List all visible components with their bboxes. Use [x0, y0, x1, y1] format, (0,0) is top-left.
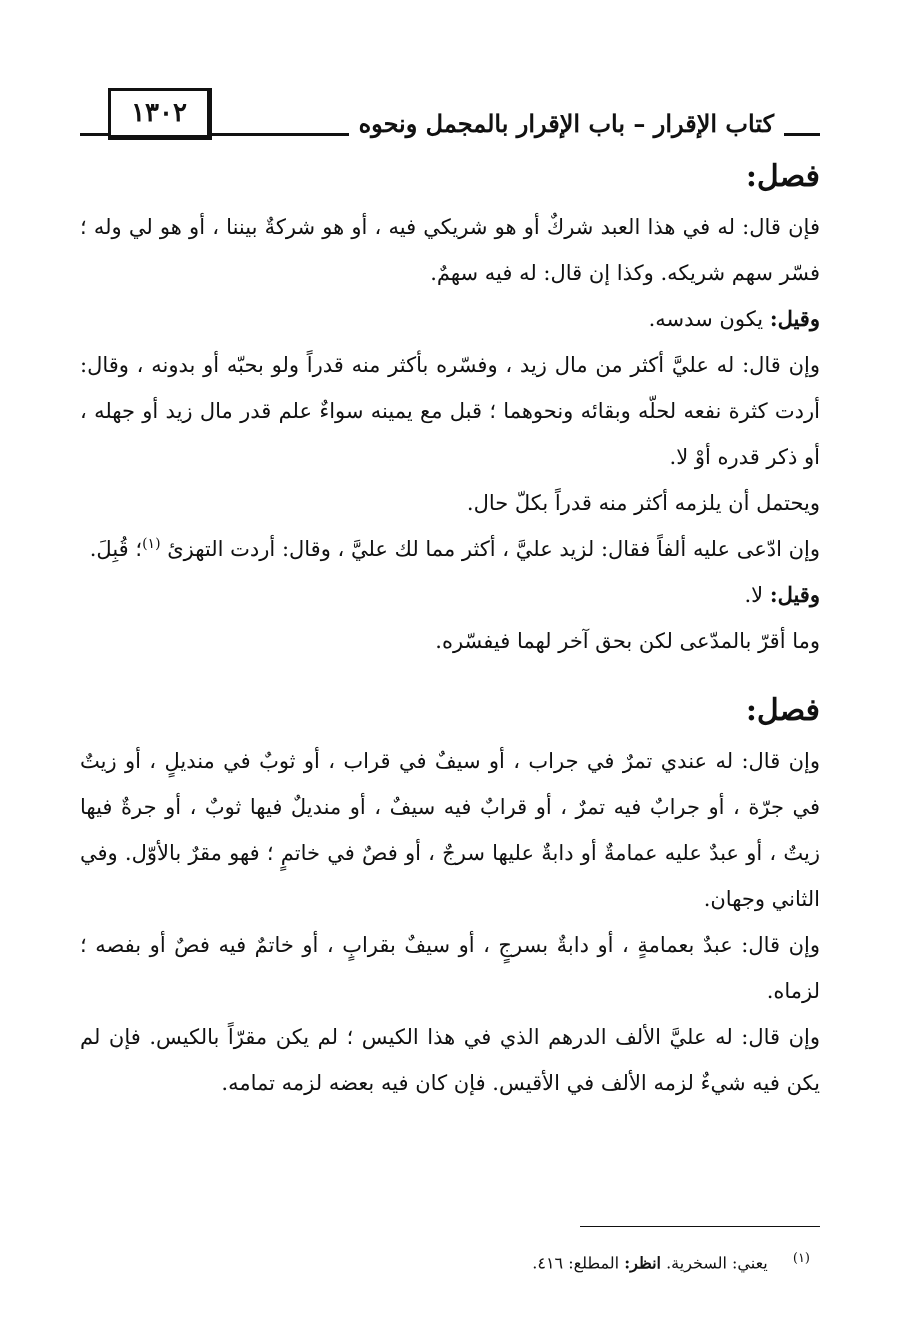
paragraph	[80, 738, 820, 922]
paragraph-lead: وقيل:	[769, 306, 820, 331]
paragraph	[80, 526, 820, 572]
paragraph	[80, 342, 820, 480]
paragraph-text: فإن قال: له في هذا العبد شركٌ أو هو شريكي فيه ، أو هو شركةٌ بيننا ، أو هو لي وله ؛ فسّر سهم شريكه. وكذا إن قال: له فيه سهمٌ.	[80, 215, 820, 285]
paragraph-tail: ؛ قُبِلَ.	[89, 537, 143, 561]
paragraph-text: وإن ادّعى عليه ألفاً فقال: لزيد عليَّ ، أكثر مما لك عليَّ ، وقال: أردت التهزئ	[167, 537, 820, 561]
footnote	[80, 1246, 810, 1276]
footnote-see-label: انظر:	[624, 1253, 661, 1273]
section-heading: فصل:	[745, 159, 820, 194]
paragraph	[80, 296, 820, 342]
paragraph	[80, 1014, 820, 1106]
paragraph-lead: وقيل:	[769, 582, 820, 607]
paragraph-text: لا.	[744, 583, 770, 607]
paragraph	[80, 204, 820, 296]
paragraph-text: وما أقرّ بالمدّعى لكن بحق آخر لهما فيفسّره.	[435, 629, 820, 653]
paragraph-text: وإن قال: له عندي تمرٌ في جراب ، أو سيفٌ في قراب ، أو ثوبٌ في منديلٍ ، أو زيتٌ في جرّة ، أو جرابٌ فيه تمرٌ ، أو قرابٌ فيه سيفٌ ، أو منديلٌ فيها ثوبٌ ، أو جرةٌ فيها زيتٌ ، أو عبدٌ عليه عمامةٌ أو دابةٌ عليها سرجٌ ، أو فصٌ في خاتمٍ ؛ فهو مقرٌ بالأوّل. وفي الثاني وجهان.	[80, 749, 820, 911]
paragraph	[80, 480, 820, 526]
paragraph-text: يكون سدسه.	[648, 307, 770, 331]
page-number-box	[108, 88, 212, 140]
page-header	[80, 86, 820, 146]
footnote-number: (١)	[792, 1251, 810, 1266]
paragraph-text: وإن قال: له عليَّ أكثر من مال زيد ، وفسّره بأكثر منه قدراً ولو بحبّه أو بدونه ، وقال: أردت كثرة نفعه لحلّه وبقائه ونحوهما ؛ قبل مع يمينه سواءٌ علم قدر مال زيد أو جهله ، أو ذكر قدره أوْ لا.	[80, 353, 820, 469]
running-title: كتاب الإقرار – باب الإقرار بالمجمل ونحوه	[349, 108, 784, 140]
paragraph	[80, 572, 820, 618]
footnote-text: يعني: السخرية.	[666, 1253, 768, 1273]
footnote-rule	[580, 1226, 820, 1227]
footnote-source: المطلع: ٤١٦.	[532, 1253, 620, 1273]
section-heading: فصل:	[745, 693, 820, 728]
paragraph-text: ويحتمل أن يلزمه أكثر منه قدراً بكلّ حال.	[466, 491, 820, 515]
paragraph-text: وإن قال: له عليَّ الألف الدرهم الذي في هذا الكيس ؛ لم يكن مقرّاً بالكيس. فإن لم يكن فيه شيءٌ لزمه الألف في الأقيس. فإن كان فيه بعضه لزمه تمامه.	[80, 1025, 820, 1095]
paragraph	[80, 618, 820, 664]
paragraph	[80, 922, 820, 1014]
paragraph-text: وإن قال: عبدٌ بعمامةٍ ، أو دابةٌ بسرجٍ ، أو سيفٌ بقرابٍ ، أو خاتمٌ فيه فصٌ أو بفصه ؛ لزماه.	[80, 933, 820, 1003]
footnote-reference[interactable]: (١)	[142, 536, 161, 552]
document-page	[80, 86, 820, 1296]
page-number: ١٣٠٢	[131, 98, 187, 128]
